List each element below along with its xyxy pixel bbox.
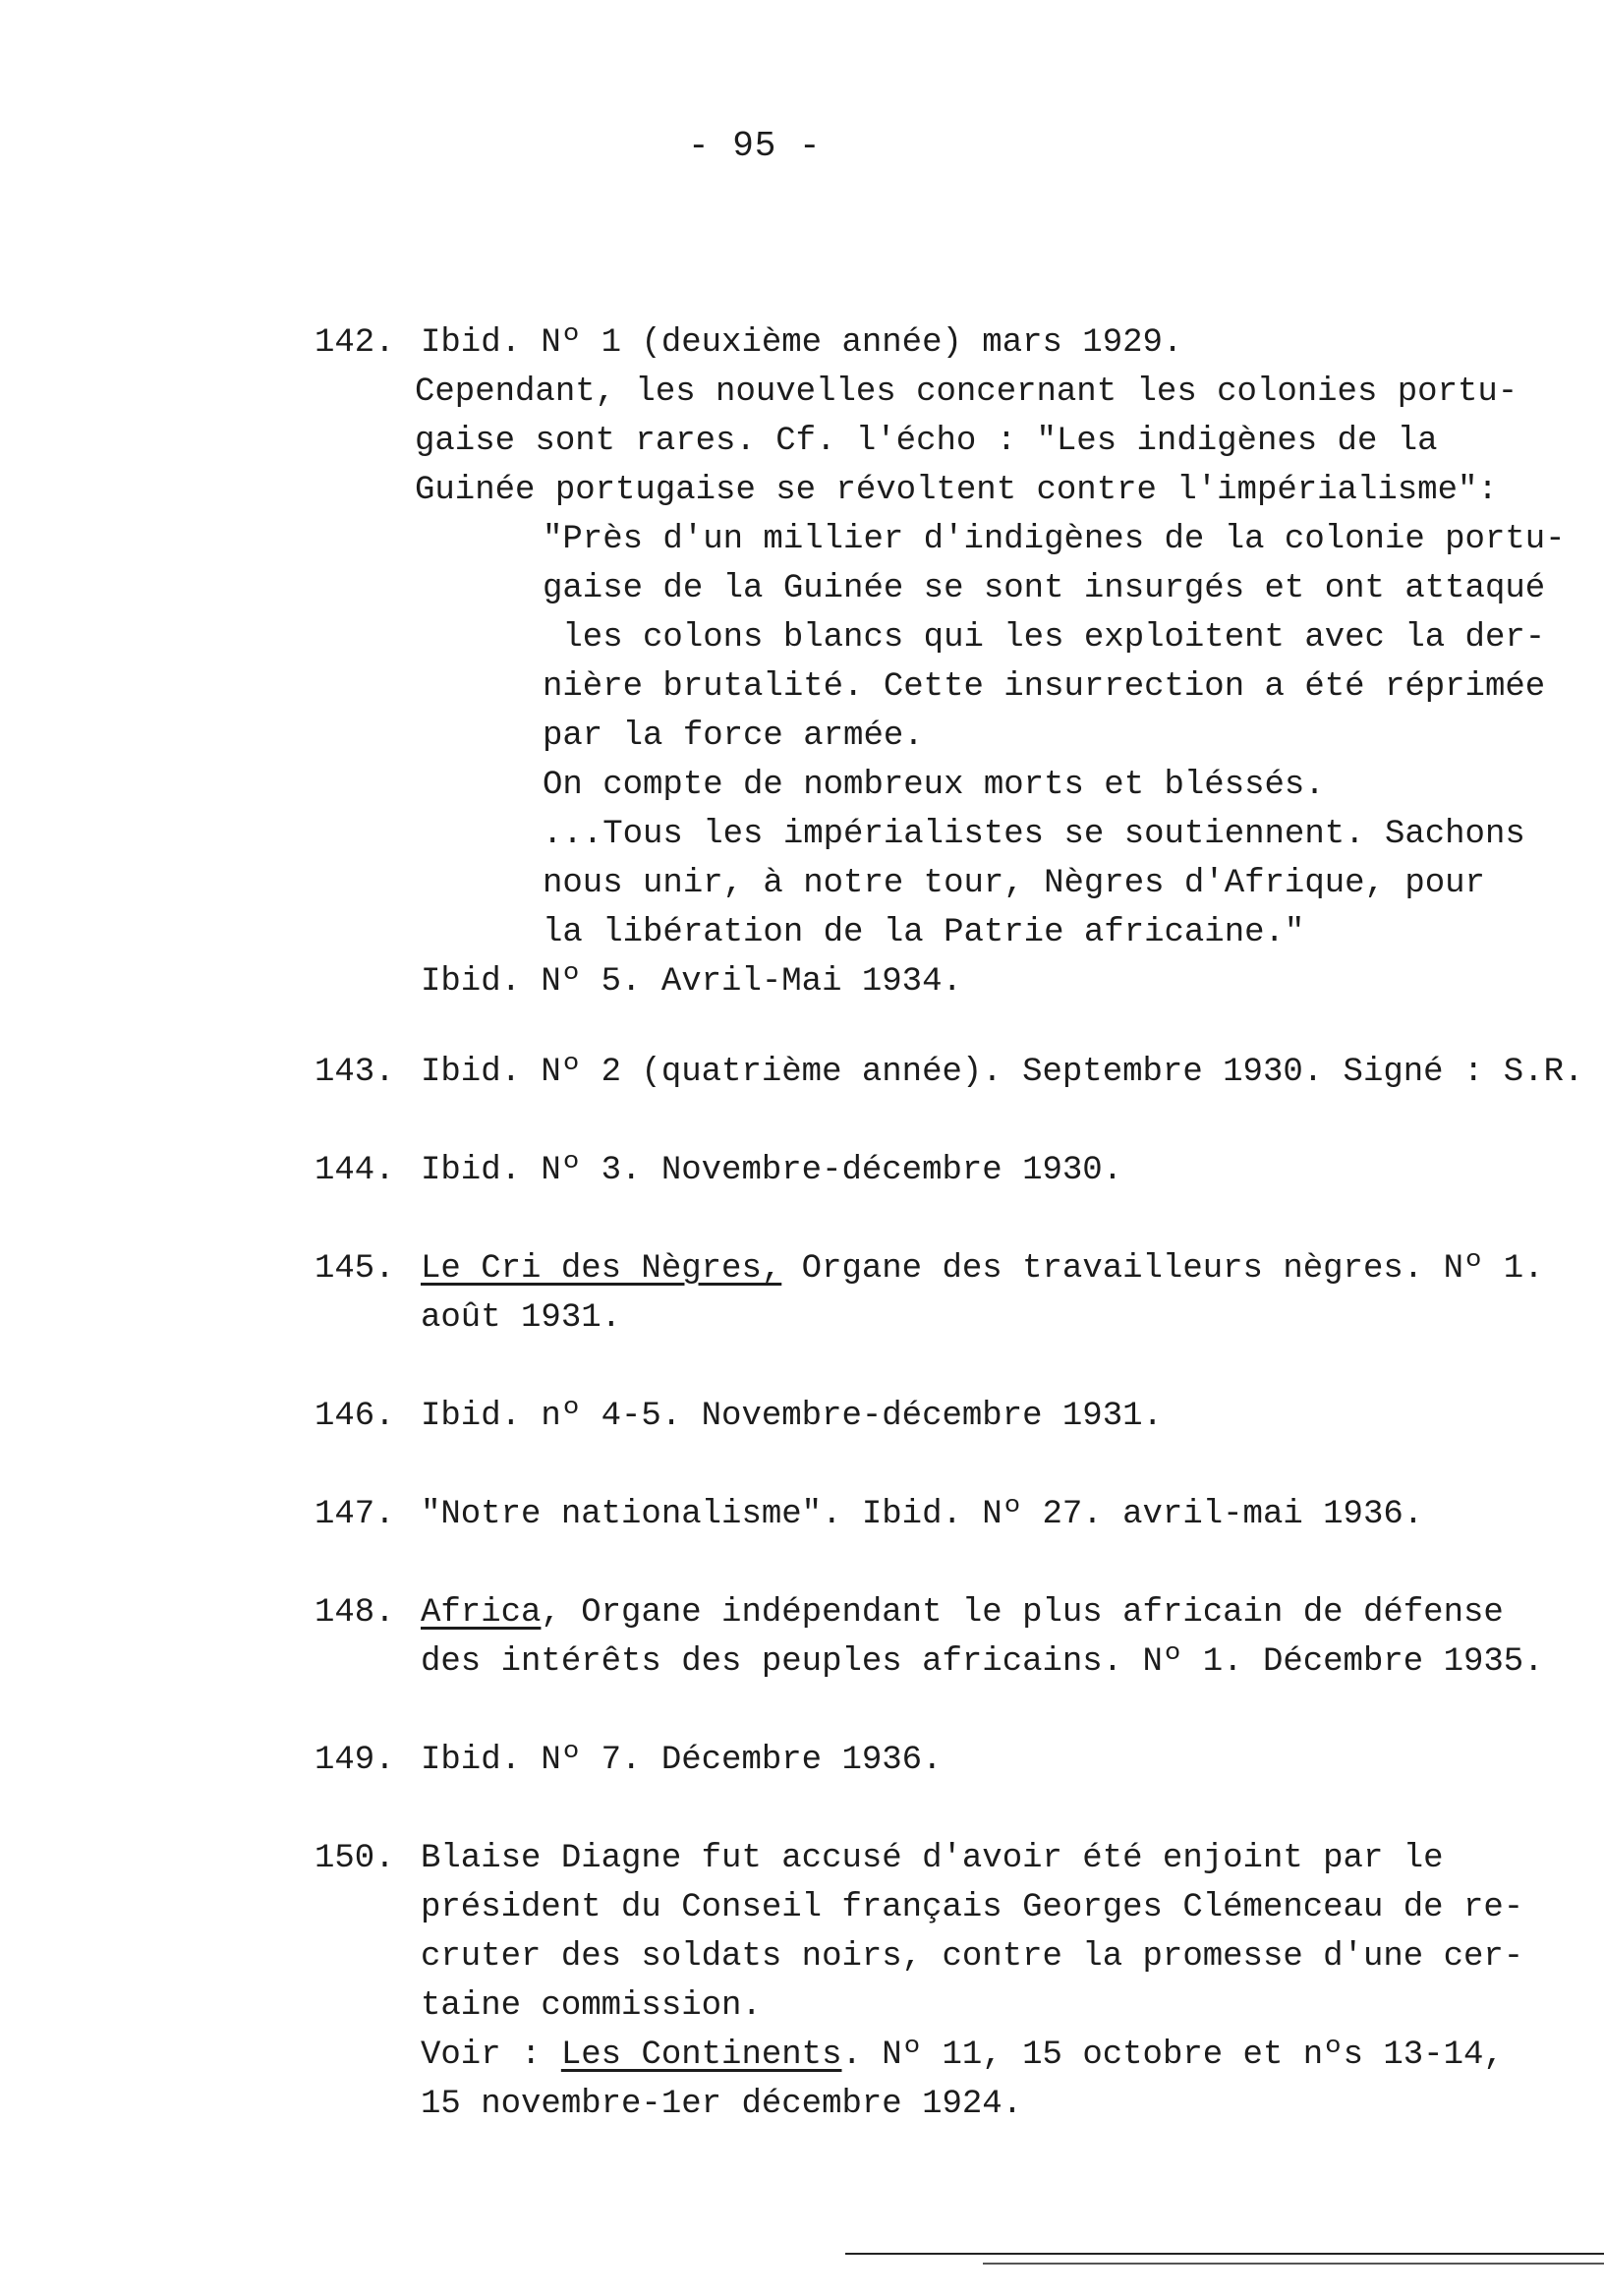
- footnote-number: 144.: [315, 1152, 395, 1189]
- footnote-line: Guinée portugaise se révoltent contre l'impérialisme":: [415, 472, 1498, 509]
- footnote-number: 145.: [315, 1250, 395, 1288]
- page-edge-rule: [983, 2263, 1604, 2265]
- footnote-150: [315, 1834, 1573, 2129]
- quote-line: gaise de la Guinée se sont insurgés et ont attaqué: [543, 570, 1546, 607]
- footnote-number: 142.: [315, 324, 395, 362]
- footnote-number: 149.: [315, 1742, 395, 1779]
- footnote-line: Cependant, les nouvelles concernant les colonies portu-: [415, 373, 1518, 411]
- footnote-line: taine commission.: [421, 1987, 762, 2025]
- footnote-number: 150.: [315, 1840, 395, 1877]
- footnote-number: 147.: [315, 1496, 395, 1533]
- footnote-number: 146.: [315, 1398, 395, 1435]
- footnote-line: 15 novembre-1er décembre 1924.: [421, 2086, 1023, 2123]
- publication-title: Africa: [421, 1594, 542, 1632]
- quote-line: par la force armée.: [543, 718, 924, 755]
- quoted-passage: [543, 515, 1573, 957]
- footnote-line: Ibid. Nº 2 (quatrième année). Septembre 1930. Signé : S.R.: [421, 1054, 1584, 1091]
- footnote-text: Voir :: [421, 2037, 561, 2074]
- quote-line: ...Tous les impérialistes se soutiennent. Sachons: [543, 816, 1525, 853]
- footnote-142: [315, 318, 1573, 1006]
- footnote-line: des intérêts des peuples africains. Nº 1. Décembre 1935.: [421, 1643, 1544, 1681]
- page-edge-rule: [845, 2253, 1604, 2255]
- page-number: - 95 -: [688, 126, 822, 166]
- footnote-line: cruter des soldats noirs, contre la promesse d'une cer-: [421, 1938, 1524, 1976]
- footnote-number: 148.: [315, 1594, 395, 1632]
- footnote-line: Ibid. nº 4-5. Novembre-décembre 1931.: [421, 1398, 1163, 1435]
- footnote-line: "Notre nationalisme". Ibid. Nº 27. avril-mai 1936.: [421, 1496, 1424, 1533]
- quote-line: "Près d'un millier d'indigènes de la colonie portu-: [543, 521, 1566, 558]
- footnote-line: Blaise Diagne fut accusé d'avoir été enjoint par le: [421, 1840, 1444, 1877]
- footnote-number: 143.: [315, 1054, 395, 1091]
- footnote-line: Ibid. Nº 3. Novembre-décembre 1930.: [421, 1152, 1123, 1189]
- publication-title: Les Continents: [560, 2037, 842, 2074]
- footnote-line: président du Conseil français Georges Clémenceau de re-: [421, 1889, 1524, 1926]
- footnote-line: Ibid. Nº 5. Avril-Mai 1934.: [421, 963, 962, 1001]
- footnote-text: , Organe indépendant le plus africain de défense: [541, 1594, 1504, 1632]
- footnote-line: [421, 2031, 1573, 2080]
- footnote-line: [421, 1244, 1573, 1293]
- footnote-143: [315, 1048, 1584, 1097]
- footnote-text: . Nº 11, 15 octobre et nºs 13-14,: [841, 2037, 1504, 2074]
- publication-title: Le Cri des Nègres,: [421, 1250, 782, 1288]
- footnote-148: [315, 1588, 1573, 1687]
- footnote-144: [315, 1146, 1573, 1195]
- quote-line: nière brutalité. Cette insurrection a été réprimée: [543, 668, 1546, 706]
- footnote-147: [315, 1490, 1573, 1539]
- quote-line: la libération de la Patrie africaine.": [543, 914, 1305, 951]
- quote-line: les colons blancs qui les exploitent avec la der-: [543, 619, 1546, 657]
- footnote-line: [421, 1588, 1573, 1637]
- footnote-line: août 1931.: [421, 1299, 622, 1337]
- footnote-text: Organe des travailleurs nègres. Nº 1.: [781, 1250, 1544, 1288]
- footnote-145: [315, 1244, 1573, 1343]
- quote-line: On compte de nombreux morts et bléssés.: [543, 767, 1325, 804]
- footnote-line: Ibid. Nº 7. Décembre 1936.: [421, 1742, 943, 1779]
- footnote-line: gaise sont rares. Cf. l'écho : "Les indigènes de la: [415, 423, 1438, 460]
- footnote-149: [315, 1736, 1573, 1785]
- quote-line: nous unir, à notre tour, Nègres d'Afrique, pour: [543, 865, 1485, 902]
- footnote-line: Ibid. Nº 1 (deuxième année) mars 1929.: [421, 324, 1183, 362]
- footnote-146: [315, 1392, 1573, 1441]
